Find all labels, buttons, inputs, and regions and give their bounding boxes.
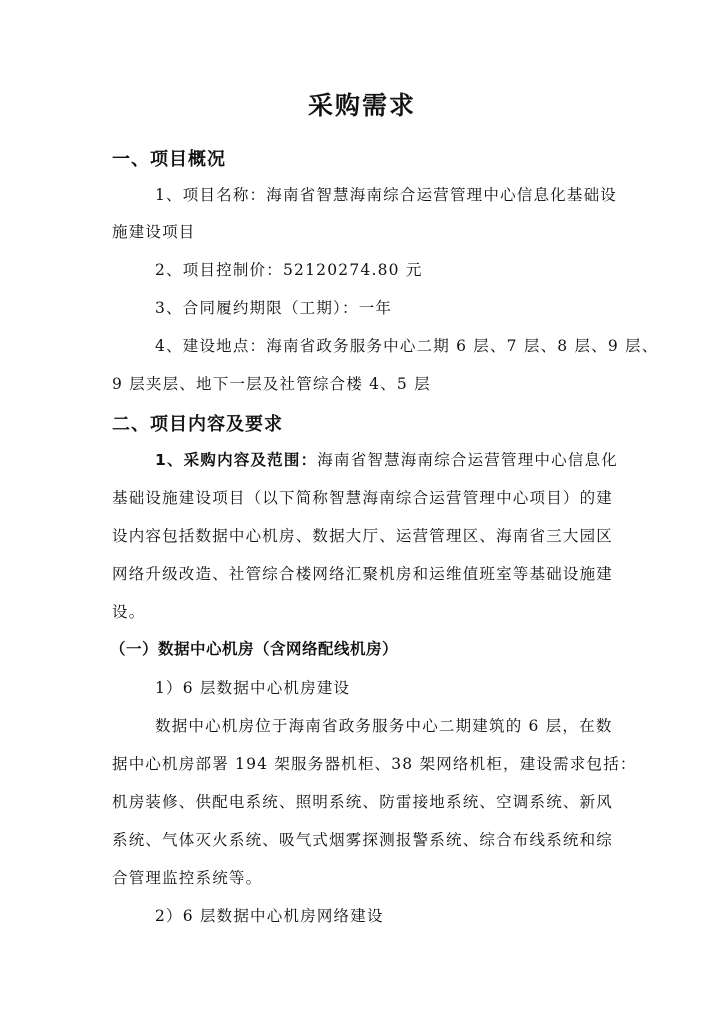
- scope-label: 1、采购内容及范围：: [155, 451, 318, 469]
- datacenter-para-line5: 合管理监控系统等。: [112, 869, 263, 887]
- datacenter-para-line4: 系统、气体灭火系统、吸气式烟雾探测报警系统、综合布线系统和综: [112, 831, 614, 849]
- project-name-line2: 施建设项目: [112, 223, 196, 241]
- subsection-heading-datacenter: （一）数据中心机房（含网络配线机房）: [110, 640, 399, 658]
- document-title: 采购需求: [307, 91, 416, 120]
- scope-line1-text: 海南省智慧海南综合运营管理中心信息化: [317, 451, 618, 469]
- construction-site-line1: 4、建设地点：海南省政务服务中心二期 6 层、7 层、8 层、9 层、: [155, 337, 659, 355]
- contract-period: 3、合同履约期限（工期）：一年: [155, 299, 393, 317]
- project-control-price: 2、项目控制价：52120274.80 元: [155, 261, 423, 279]
- section-heading-content: 二、项目内容及要求: [112, 414, 283, 435]
- datacenter-para-line3: 机房装修、供配电系统、照明系统、防雷接地系统、空调系统、新风: [112, 793, 614, 811]
- scope-line5: 设。: [112, 603, 146, 621]
- construction-site-line2: 9 层夹层、地下一层及社管综合楼 4、5 层: [112, 375, 431, 393]
- section-heading-overview: 一、项目概况: [112, 149, 226, 170]
- datacenter-para-line2: 据中心机房部署 194 架服务器机柜、38 架网络机柜，建设需求包括：: [112, 755, 637, 773]
- datacenter-para-line1: 数据中心机房位于海南省政务服务中心二期建筑的 6 层，在数: [155, 717, 613, 735]
- datacenter-item2: 2）6 层数据中心机房网络建设: [155, 907, 384, 925]
- scope-line4: 网络升级改造、社管综合楼网络汇聚机房和运维值班室等基础设施建: [112, 565, 614, 583]
- project-name-line1: 1、项目名称：海南省智慧海南综合运营管理中心信息化基础设: [155, 186, 617, 204]
- scope-line2: 基础设施建设项目（以下简称智慧海南综合运营管理中心项目）的建: [112, 489, 614, 507]
- scope-line1: [155, 448, 618, 470]
- scope-line3: 设内容包括数据中心机房、数据大厅、运营管理区、海南省三大园区: [112, 527, 614, 545]
- datacenter-item1: 1）6 层数据中心机房建设: [155, 679, 351, 697]
